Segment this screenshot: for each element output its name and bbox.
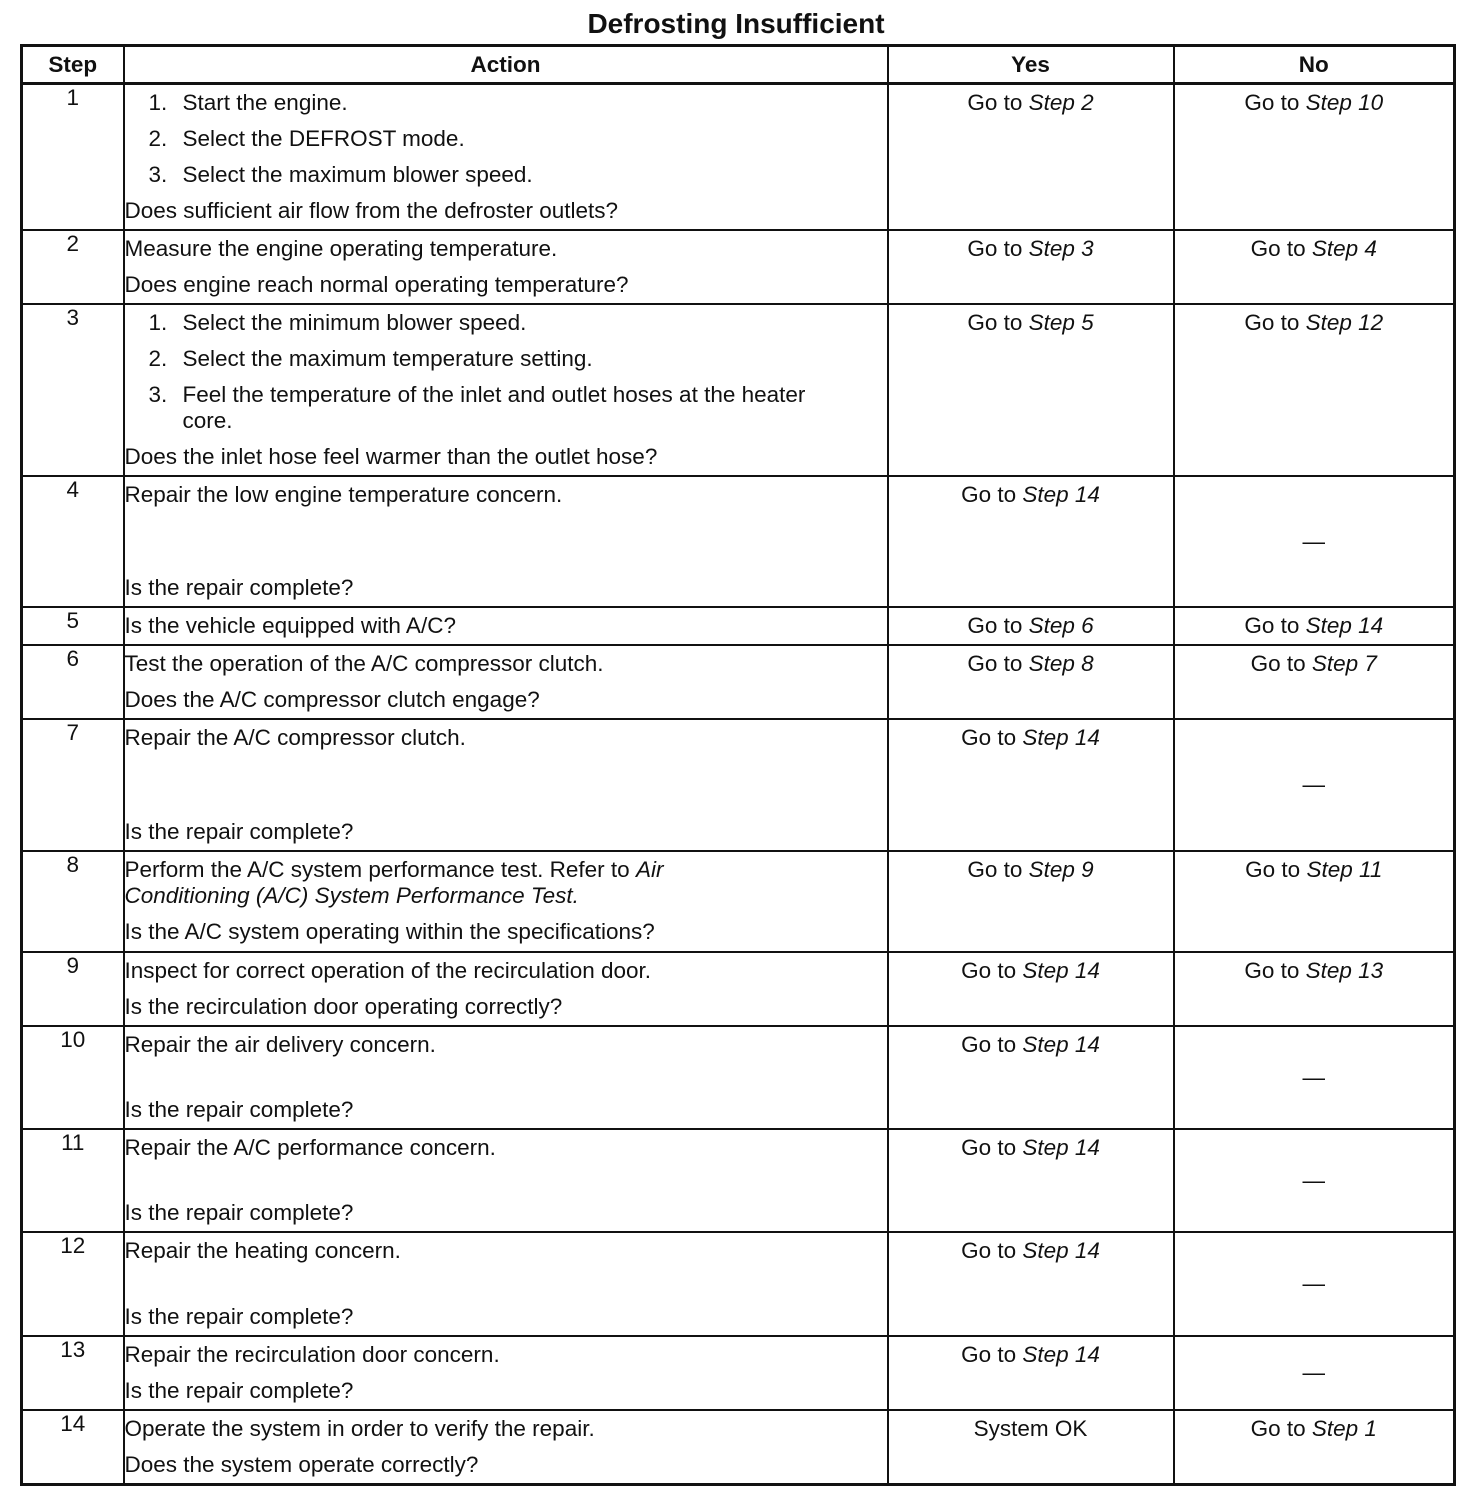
yes-step-ref: Step 8 xyxy=(1028,651,1094,676)
step-number: 13 xyxy=(22,1336,124,1410)
table-row xyxy=(22,645,1455,719)
action-cell xyxy=(124,304,888,476)
action-cell xyxy=(124,645,888,719)
yes-cell: Go to Step 14 xyxy=(888,719,1174,851)
list-item: 3. Select the maximum blower speed. xyxy=(148,162,533,187)
step-number: 11 xyxy=(22,1129,124,1232)
step-number: 4 xyxy=(22,476,124,607)
yes-step-ref: Step 5 xyxy=(1028,310,1094,335)
yes-cell: Go to Step 8 xyxy=(888,645,1174,719)
action-cell xyxy=(124,476,888,607)
action-text: Test the operation of the A/C compressor clutch. xyxy=(124,651,604,676)
no-cell: Go to Step 1 xyxy=(1174,1410,1455,1485)
table-row xyxy=(22,1026,1455,1129)
step-number: 12 xyxy=(22,1232,124,1336)
action-question: Is the repair complete? xyxy=(124,1200,354,1225)
list-item: 2. Select the DEFROST mode. xyxy=(148,126,465,151)
yes-cell: Go to Step 14 xyxy=(888,1129,1174,1232)
table-row xyxy=(22,1336,1455,1410)
list-item: 1. Select the minimum blower speed. xyxy=(148,310,527,335)
no-step-ref: Step 13 xyxy=(1305,958,1384,983)
yes-step-ref: Step 3 xyxy=(1028,236,1094,261)
list-item: 3. Feel the temperature of the inlet and outlet hoses at the heater core. xyxy=(148,382,806,433)
action-question: Is the A/C system operating within the specifications? xyxy=(124,919,655,944)
no-cell: — xyxy=(1174,1129,1455,1232)
table-row xyxy=(22,1232,1455,1336)
action-text: Repair the low engine temperature concern. xyxy=(124,482,563,507)
yes-step-ref: Step 14 xyxy=(1022,1135,1100,1160)
action-cell xyxy=(124,1336,888,1410)
action-question: Is the repair complete? xyxy=(124,1378,354,1403)
action-cell xyxy=(124,1410,888,1485)
yes-cell: Go to Step 3 xyxy=(888,230,1174,304)
step-number: 2 xyxy=(22,230,124,304)
no-cell: Go to Step 11 xyxy=(1174,851,1455,952)
no-step-ref: Step 12 xyxy=(1305,310,1384,335)
instruction-list xyxy=(125,305,887,439)
action-text: Operate the system in order to verify the repair. xyxy=(124,1416,595,1441)
action-cell xyxy=(124,952,888,1026)
yes-step-ref: Step 14 xyxy=(1022,958,1100,983)
action-cell xyxy=(124,1129,888,1232)
step-number: 9 xyxy=(22,952,124,1026)
no-step-ref: Step 4 xyxy=(1311,236,1377,261)
yes-cell: Go to Step 14 xyxy=(888,1336,1174,1410)
yes-cell: Go to Step 14 xyxy=(888,1026,1174,1129)
step-number: 3 xyxy=(22,304,124,476)
no-cell: Go to Step 14 xyxy=(1174,607,1455,645)
action-text: Repair the A/C performance concern. xyxy=(124,1135,496,1160)
no-cell: — xyxy=(1174,476,1455,607)
yes-step-ref: Step 9 xyxy=(1028,857,1094,882)
no-step-ref: Step 11 xyxy=(1306,857,1383,882)
yes-step-ref: Step 2 xyxy=(1028,90,1094,115)
no-step-ref: Step 10 xyxy=(1305,90,1384,115)
no-cell: Go to Step 10 xyxy=(1174,84,1455,231)
header-step: Step xyxy=(22,46,124,84)
yes-step-ref: Step 14 xyxy=(1022,725,1100,750)
action-text: Repair the heating concern. xyxy=(124,1238,401,1263)
step-number: 7 xyxy=(22,719,124,851)
action-question: Is the repair complete? xyxy=(124,575,354,600)
yes-cell: Go to Step 9 xyxy=(888,851,1174,952)
action-cell xyxy=(124,1026,888,1129)
yes-cell: Go to Step 14 xyxy=(888,1232,1174,1336)
step-number: 6 xyxy=(22,645,124,719)
action-text: Repair the recirculation door concern. xyxy=(124,1342,500,1367)
no-cell: Go to Step 13 xyxy=(1174,952,1455,1026)
yes-cell: Go to Step 2 xyxy=(888,84,1174,231)
no-cell: Go to Step 7 xyxy=(1174,645,1455,719)
no-step-ref: Step 14 xyxy=(1305,613,1384,638)
no-cell: — xyxy=(1174,1336,1455,1410)
action-question: Is the repair complete? xyxy=(124,1097,354,1122)
action-question: Is the repair complete? xyxy=(124,1304,354,1329)
instruction-list xyxy=(125,85,887,193)
yes-step-ref: Step 6 xyxy=(1028,613,1094,638)
step-number: 10 xyxy=(22,1026,124,1129)
list-item: 1. Start the engine. xyxy=(148,90,348,115)
table-row xyxy=(22,1410,1455,1485)
list-item: 2. Select the maximum temperature setting. xyxy=(148,346,593,371)
action-text: Inspect for correct operation of the recirculation door. xyxy=(124,958,652,983)
action-question: Does sufficient air flow from the defroster outlets? xyxy=(124,198,619,223)
action-cell xyxy=(124,607,888,645)
page-title: Defrosting Insufficient xyxy=(587,8,885,39)
step-number: 8 xyxy=(22,851,124,952)
no-cell: — xyxy=(1174,1232,1455,1336)
table-row xyxy=(22,476,1455,607)
step-number: 14 xyxy=(22,1410,124,1485)
no-cell: — xyxy=(1174,1026,1455,1129)
action-cell xyxy=(124,230,888,304)
table-row xyxy=(22,230,1455,304)
action-question: Does the A/C compressor clutch engage? xyxy=(124,687,540,712)
table-row xyxy=(22,304,1455,476)
action-text: Repair the A/C compressor clutch. xyxy=(124,725,466,750)
action-cell xyxy=(124,84,888,231)
yes-cell: Go to Step 14 xyxy=(888,952,1174,1026)
yes-cell: Go to Step 14 xyxy=(888,476,1174,607)
action-question: Does engine reach normal operating temperature? xyxy=(124,272,629,297)
header-no: No xyxy=(1174,46,1455,84)
action-question: Does the system operate correctly? xyxy=(124,1452,479,1477)
action-question: Is the recirculation door operating correctly? xyxy=(124,994,563,1019)
table-row xyxy=(22,719,1455,851)
yes-step-ref: Step 14 xyxy=(1022,1342,1100,1367)
no-cell: Go to Step 4 xyxy=(1174,230,1455,304)
table-row xyxy=(22,851,1455,952)
step-number: 5 xyxy=(22,607,124,645)
yes-step-ref: Step 14 xyxy=(1022,1032,1100,1057)
yes-step-ref: Step 14 xyxy=(1022,1238,1100,1263)
table-row xyxy=(22,607,1455,645)
table-row xyxy=(22,952,1455,1026)
system-ok-text: System OK xyxy=(973,1416,1088,1441)
header-yes: Yes xyxy=(888,46,1174,84)
no-step-ref: Step 1 xyxy=(1311,1416,1377,1441)
action-cell xyxy=(124,851,888,952)
no-cell: — xyxy=(1174,719,1455,851)
yes-cell: Go to Step 6 xyxy=(888,607,1174,645)
header-action: Action xyxy=(124,46,888,84)
reference-link-text: Air Conditioning (A/C) System Performance Test. xyxy=(124,857,664,908)
table-row xyxy=(22,1129,1455,1232)
action-text: Measure the engine operating temperature. xyxy=(124,236,558,261)
action-text: Repair the air delivery concern. xyxy=(124,1032,436,1057)
action-question: Is the repair complete? xyxy=(124,819,354,844)
header-row xyxy=(22,46,1455,84)
action-text: Perform the A/C system performance test. Refer to Air Conditioning (A/C) System Performance Test. xyxy=(124,857,664,908)
no-cell: Go to Step 12 xyxy=(1174,304,1455,476)
no-step-ref: Step 7 xyxy=(1311,651,1377,676)
action-cell xyxy=(124,1232,888,1336)
diagnostic-table xyxy=(20,44,1456,1486)
yes-cell xyxy=(888,1410,1174,1485)
action-question: Is the vehicle equipped with A/C? xyxy=(124,613,456,638)
table-row xyxy=(22,84,1455,231)
yes-step-ref: Step 14 xyxy=(1022,482,1100,507)
action-question: Does the inlet hose feel warmer than the outlet hose? xyxy=(124,444,658,469)
step-number: 1 xyxy=(22,84,124,231)
yes-cell: Go to Step 5 xyxy=(888,304,1174,476)
action-cell xyxy=(124,719,888,851)
